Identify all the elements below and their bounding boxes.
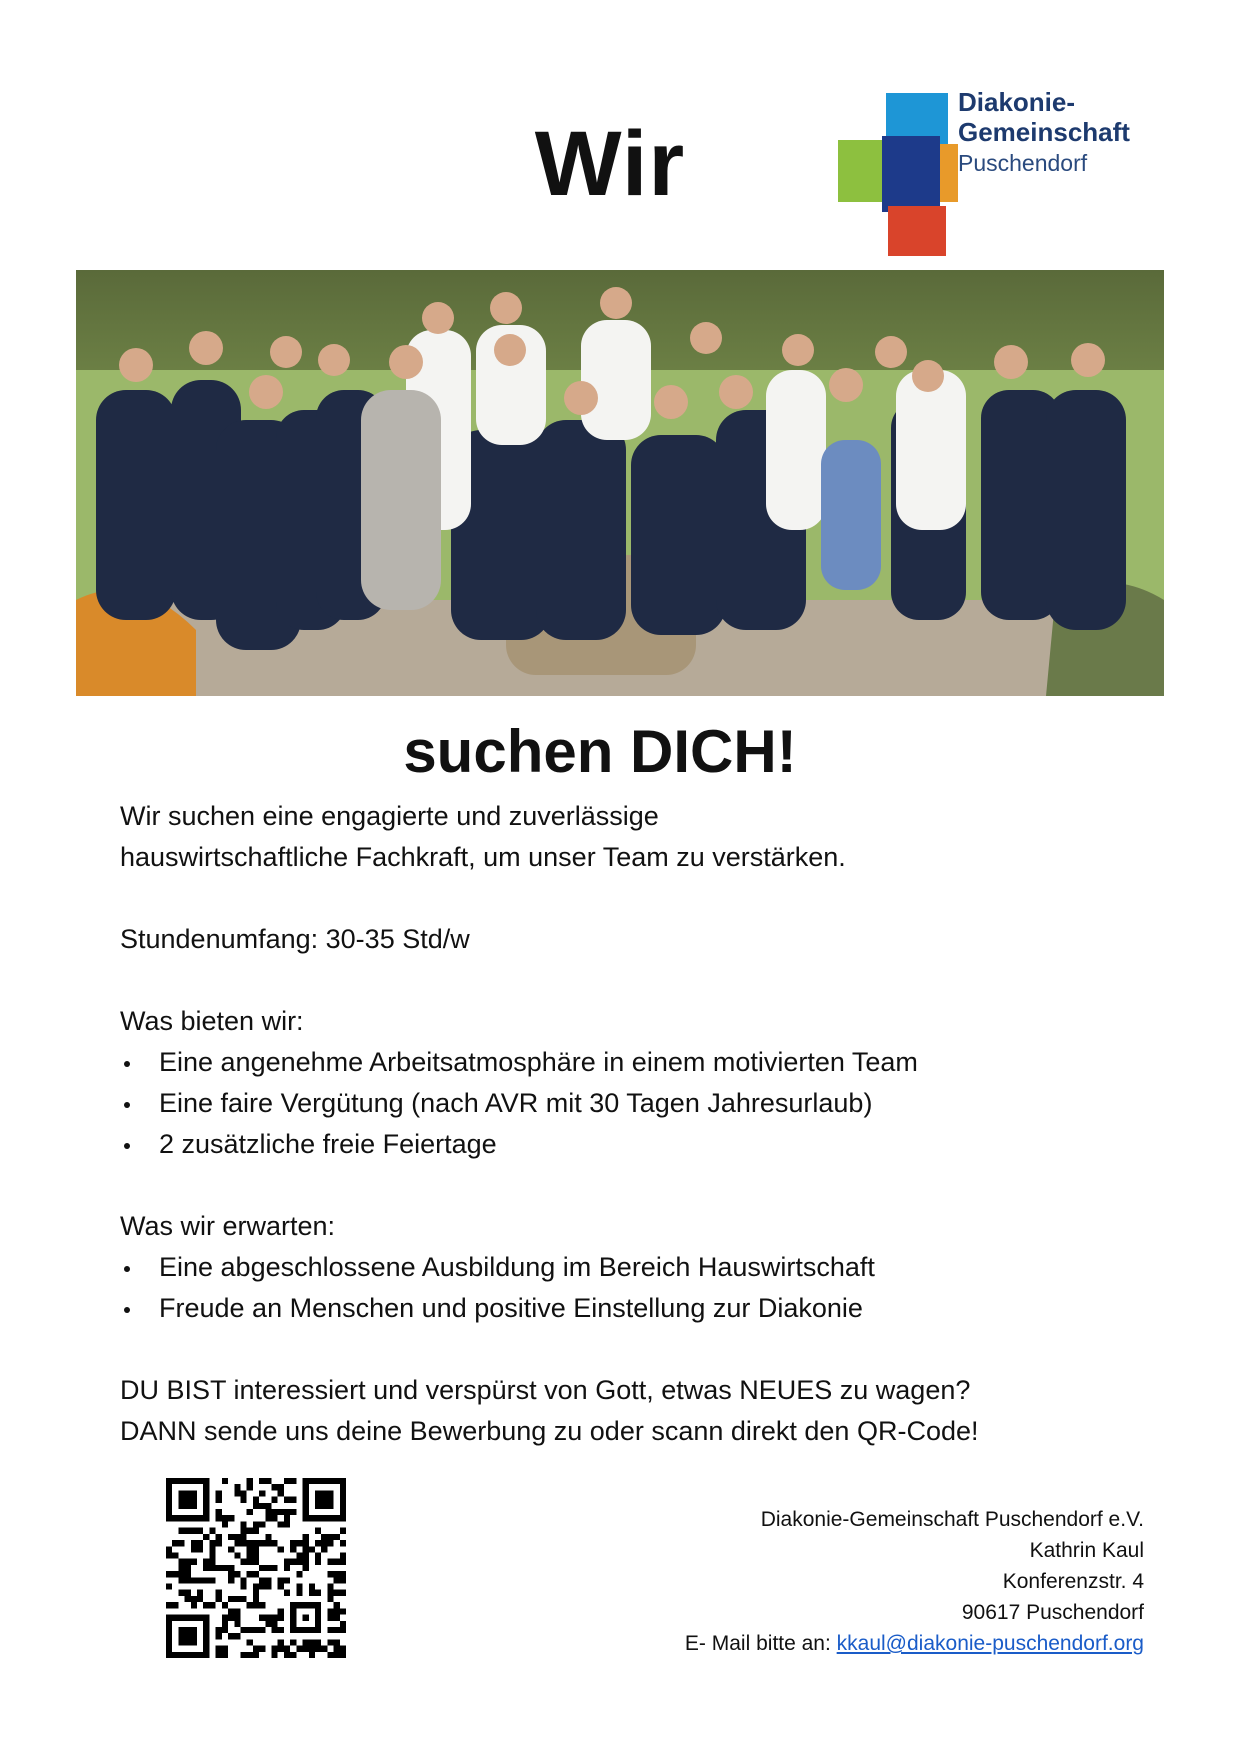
list-item: 2 zusätzliche freie Feiertage: [120, 1124, 1140, 1165]
offers-list: [120, 1042, 1140, 1165]
list-item: Eine faire Vergütung (nach AVR mit 30 Tagen Jahresurlaub): [120, 1083, 1140, 1124]
hours-text: Stundenumfang: 30-35 Std/w: [120, 924, 470, 954]
list-item: Eine abgeschlossene Ausbildung im Bereich Hauswirtschaft: [120, 1247, 1140, 1288]
list-item: Eine angenehme Arbeitsatmosphäre in einem motivierten Team: [120, 1042, 1140, 1083]
cta-line-1: DU BIST interessiert und verspürst von Gott, etwas NEUES zu wagen?: [120, 1375, 971, 1405]
intro-line-2: hauswirtschaftliche Fachkraft, um unser Team zu verstärken.: [120, 842, 846, 872]
email-link[interactable]: kkaul@diakonie-puschendorf.org: [836, 1632, 1144, 1655]
street-address: Konferenzstr. 4: [1002, 1570, 1144, 1593]
email-label: E- Mail bitte an:: [684, 1632, 837, 1655]
team-photo: [76, 270, 1164, 696]
cta-line-2: DANN sende uns deine Bewerbung zu oder scann direkt den QR-Code!: [120, 1416, 979, 1446]
organization-logo: [838, 88, 1158, 258]
logo-wordmark: [958, 88, 1130, 176]
contact-block: [685, 1504, 1144, 1659]
logo-line-3: Puschendorf: [958, 149, 1088, 176]
job-description: [120, 796, 1140, 1452]
qr-code-icon[interactable]: [166, 1478, 346, 1658]
expectations-list: [120, 1247, 1140, 1329]
city-address: 90617 Puschendorf: [961, 1601, 1144, 1624]
intro-line-1: Wir suchen eine engagierte und zuverlässige: [120, 801, 659, 831]
organization-name: Diakonie-Gemeinschaft Puschendorf e.V.: [760, 1508, 1144, 1531]
list-item: Freude an Menschen und positive Einstellung zur Diakonie: [120, 1288, 1140, 1329]
logo-mark-icon: [838, 88, 958, 258]
logo-line-1: Diakonie-: [958, 87, 1076, 117]
email-line: [685, 1628, 1144, 1659]
expectations-title: Was wir erwarten:: [120, 1211, 336, 1241]
offers-title: Was bieten wir:: [120, 1006, 304, 1036]
logo-line-2: Gemeinschaft: [958, 116, 1130, 147]
headline-top: Wir: [534, 113, 686, 215]
contact-person: Kathrin Kaul: [1029, 1539, 1144, 1562]
headline-bottom: suchen DICH!: [403, 718, 797, 785]
